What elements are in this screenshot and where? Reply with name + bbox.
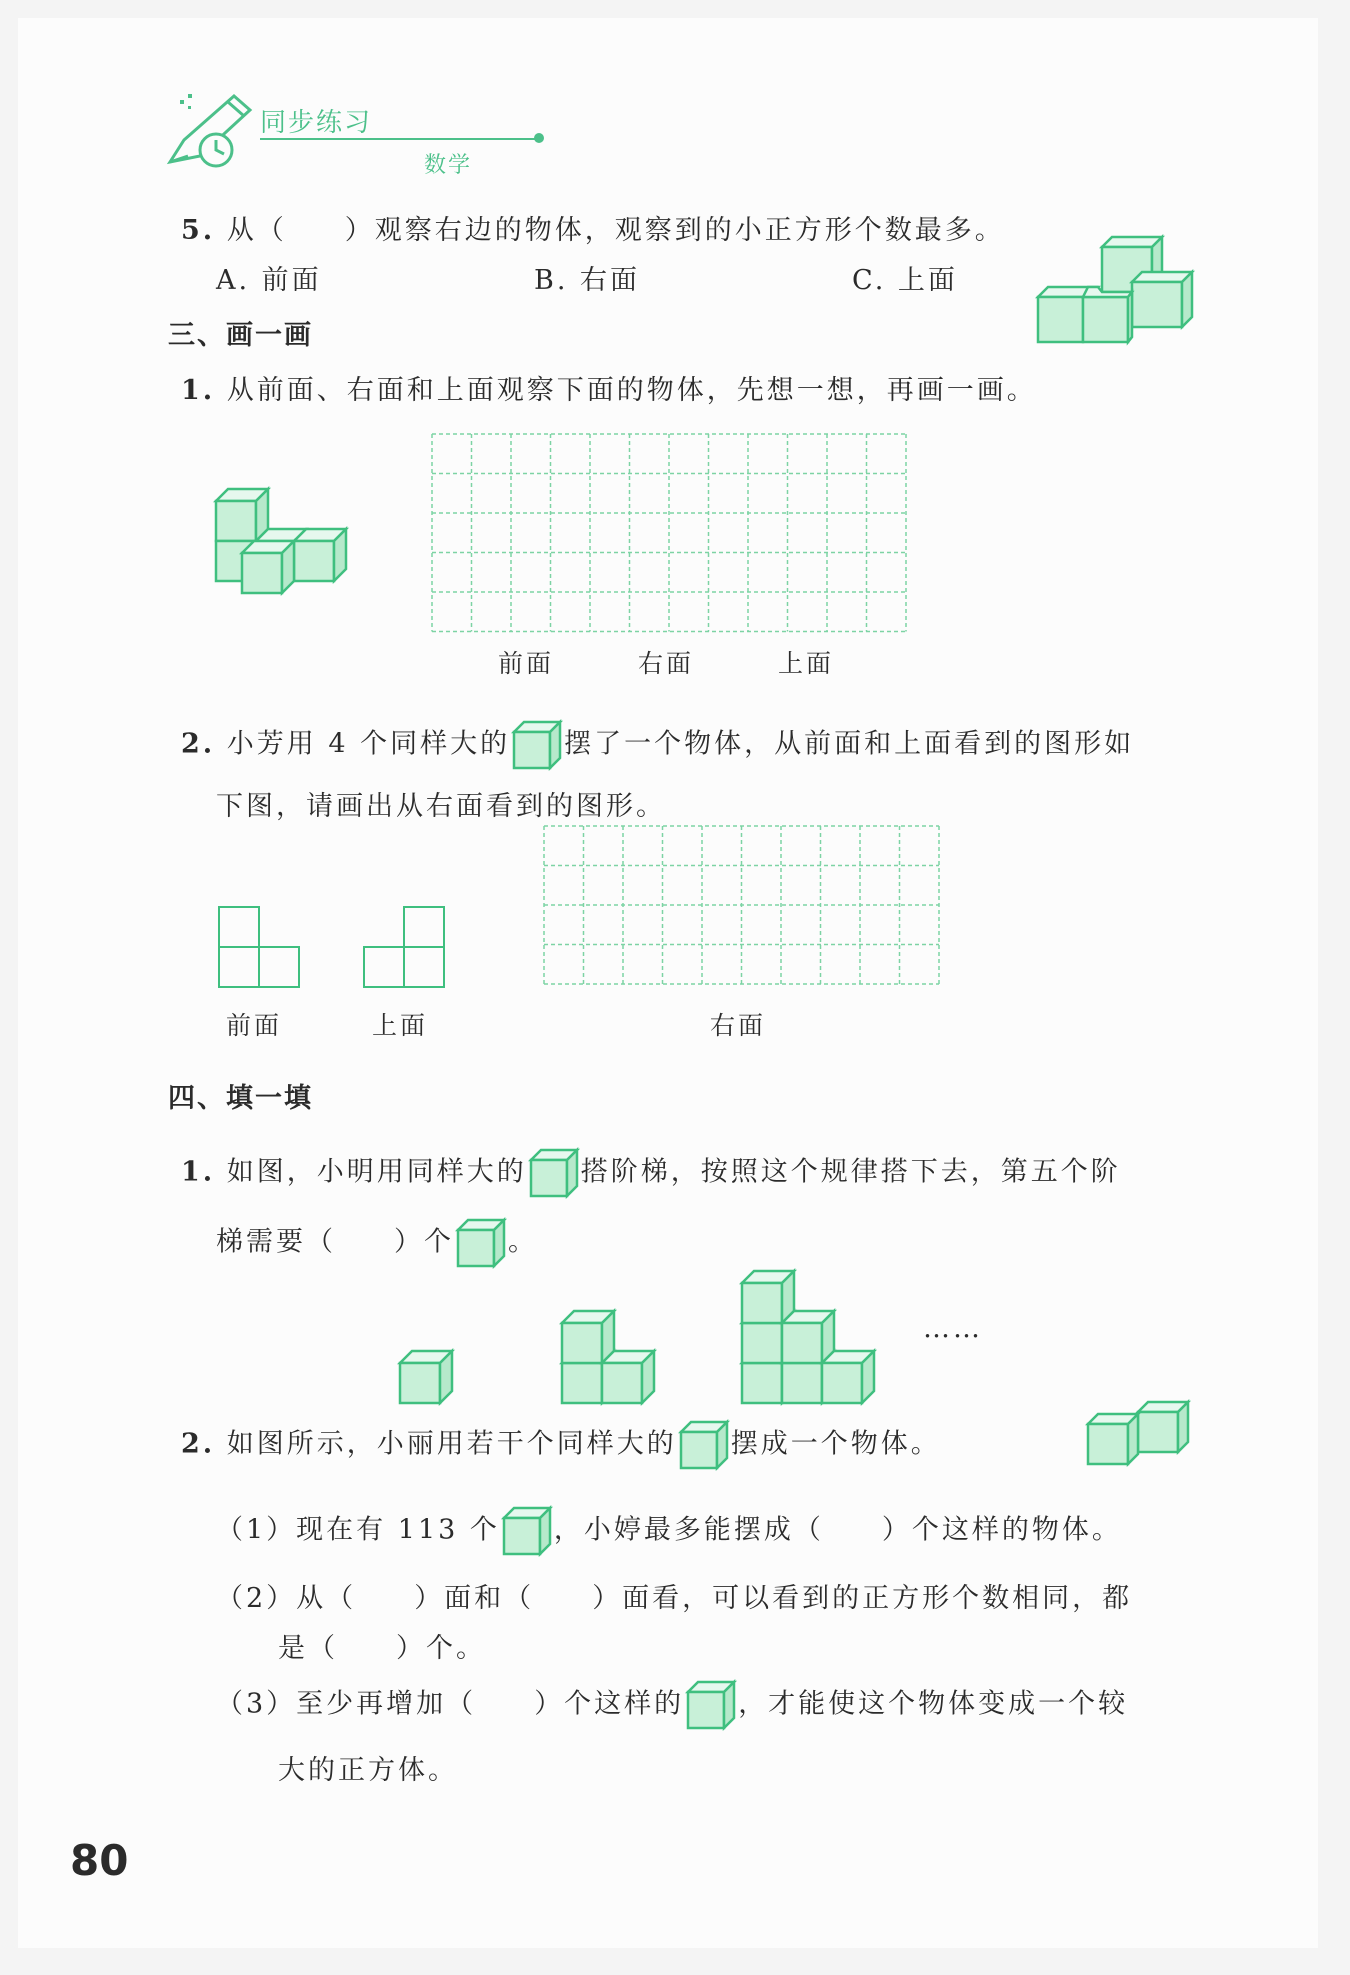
page-number: 80 — [70, 1836, 129, 1885]
s4-q2-line1 — [181, 1420, 941, 1470]
q5-text-after: ）观察右边的物体，观察到的小正方形个数最多。 — [344, 215, 1005, 246]
s3-q2-text-c: 下图，请画出从右面看到的图形。 — [216, 791, 666, 822]
cube-icon — [529, 1148, 579, 1198]
s3-q1-text — [181, 368, 1037, 407]
workbook-page — [18, 18, 1318, 1948]
s4-q2-sub1-b: ，小婷最多能摆成（ — [553, 1514, 824, 1546]
s3-q1-label-front: 前面 — [498, 649, 555, 678]
q5-text — [181, 208, 1005, 247]
s4-q2-sub2-line2 — [278, 1626, 486, 1665]
s3-q1-label-right: 右面 — [638, 649, 695, 678]
s4-q1-line1 — [181, 1148, 1121, 1198]
s4-q2-sub2-c: ）面看，可以看到的正方形个数相同，都 — [592, 1583, 1133, 1614]
q5-option-a[interactable]: A. 前面 — [216, 265, 322, 296]
header-logo — [158, 80, 548, 178]
s4-q2-text-b: 摆成一个物体。 — [730, 1428, 941, 1460]
header-rule — [260, 138, 538, 140]
s3-q2-top-view — [363, 906, 445, 988]
cube-icon — [679, 1420, 729, 1470]
s4-q2-sub2-a: （2）从（ — [216, 1583, 357, 1614]
s4-q2-sub2-d: 是（ — [278, 1633, 338, 1664]
cube-icon — [686, 1680, 736, 1730]
s4-q1-number: 1. — [181, 1156, 216, 1188]
cube-icon — [512, 720, 562, 770]
s4-q2-sub3-b: ）个这样的 — [534, 1688, 685, 1720]
s4-q1-text-c: 梯需要（ — [216, 1226, 336, 1258]
s4-q2-sub1-a: （1）现在有 113 个 — [216, 1514, 500, 1546]
s3-q1-cube-figure — [216, 486, 356, 596]
q5-number: 5. — [181, 215, 216, 246]
s4-q2-sub2 — [216, 1576, 1132, 1615]
section3-title: 三、画一画 — [168, 320, 313, 351]
header-dot — [534, 133, 544, 143]
s3-q2-drawing-grid[interactable] — [544, 826, 940, 984]
s4-q2-sub3-d: 大的正方体。 — [278, 1755, 458, 1786]
s3-q2-number: 2. — [181, 728, 216, 760]
s4-q2-cube-figure — [1086, 1400, 1218, 1470]
s3-q1-drawing-grid[interactable] — [432, 434, 908, 632]
cube-icon — [502, 1506, 552, 1556]
s4-q2-sub1 — [216, 1506, 1122, 1556]
s3-q1-prompt: 从前面、右面和上面观察下面的物体，先想一想，再画一画。 — [226, 375, 1037, 406]
s3-q2-text-a: 小芳用 4 个同样大的 — [226, 728, 511, 760]
s4-q2-sub3-a: （3）至少再增加（ — [216, 1688, 477, 1720]
s4-q1-text-d: ）个 — [394, 1226, 454, 1258]
pencil-clock-icon — [158, 80, 268, 170]
s3-q2-label-top: 上面 — [372, 1011, 429, 1040]
s4-q2-sub2-e: ）个。 — [396, 1633, 486, 1664]
s4-q2-number: 2. — [181, 1428, 216, 1460]
s3-q2-label-right: 右面 — [710, 1011, 767, 1040]
s3-q1-number: 1. — [181, 375, 216, 406]
s4-q1-staircase-figures — [378, 1243, 938, 1418]
s3-q2-text-b: 摆了一个物体，从前面和上面看到的图形如 — [564, 728, 1135, 760]
s4-q2-sub3 — [216, 1680, 1128, 1730]
s3-q2-label-front: 前面 — [226, 1011, 283, 1040]
s4-q1-text-b: 搭阶梯，按照这个规律搭下去，第五个阶 — [580, 1156, 1121, 1188]
s3-q1-label-top: 上面 — [778, 649, 835, 678]
subject-label: 数学 — [424, 153, 473, 178]
s4-q2-sub1-c: ）个这样的物体。 — [881, 1514, 1122, 1546]
s3-q2-line1 — [181, 720, 1134, 770]
s4-q1-text-e: 。 — [508, 1226, 538, 1258]
section4-title: 四、填一填 — [168, 1083, 313, 1114]
s4-q2-text-a: 如图所示，小丽用若干个同样大的 — [226, 1428, 677, 1460]
s4-q1-text-a: 如图，小明用同样大的 — [226, 1156, 527, 1188]
series-title: 同步练习 — [260, 108, 373, 138]
q5-text-before: 从（ — [226, 215, 287, 246]
q5-cube-figure — [1038, 223, 1188, 343]
s4-q2-sub2-b: ）面和（ — [414, 1583, 535, 1614]
s4-q1-ellipsis: …… — [923, 1313, 983, 1344]
s4-q2-sub3-c: ，才能使这个物体变成一个较 — [738, 1688, 1129, 1720]
q5-option-b[interactable]: B. 右面 — [534, 265, 641, 296]
s3-q2-front-view — [218, 906, 300, 988]
q5-option-c[interactable]: C. 上面 — [852, 265, 958, 296]
